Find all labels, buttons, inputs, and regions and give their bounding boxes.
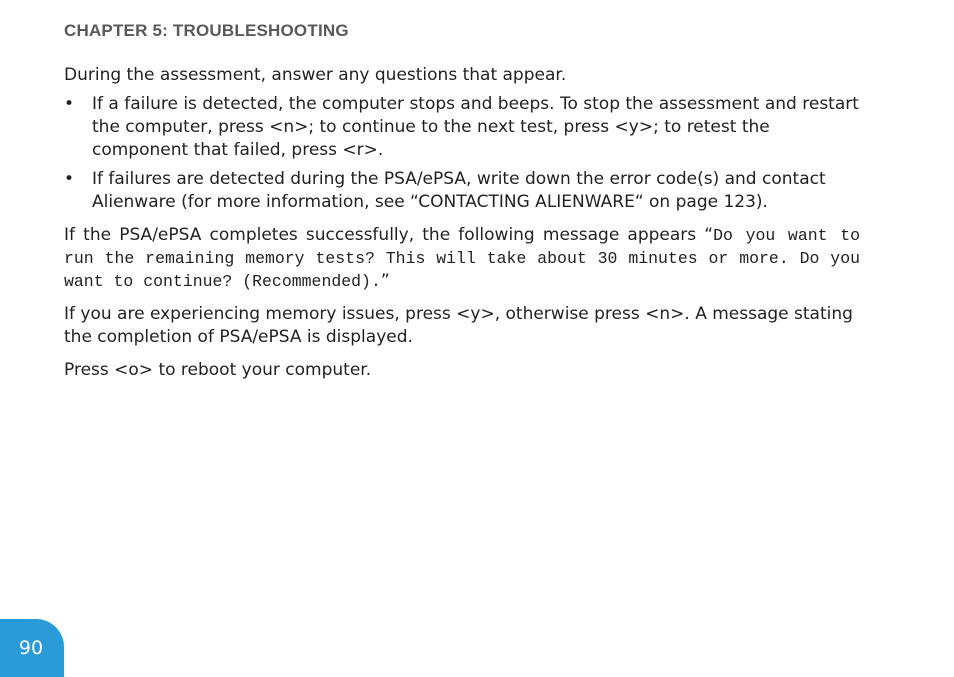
reboot-paragraph: Press <o> to reboot your computer. [64, 360, 372, 380]
list-item [64, 93, 860, 162]
memory-paragraph: If you are experiencing memory issues, press <y>, otherwise press <n>. A message stating the completion of PSA/ePSA is displayed. [64, 304, 853, 347]
message-code: Do you want to run the remaining memory tests? This will take about 30 minutes or more. Do you want to continue? (Recommended). [64, 226, 860, 291]
intro-paragraph: During the assessment, answer any questions that appear. [64, 65, 567, 85]
page-number: 90 [18, 637, 44, 659]
chapter-heading: CHAPTER 5: TROUBLESHOOTING [64, 21, 349, 40]
list-item-text: If failures are detected during the PSA/ePSA, write down the error code(s) and contact Alienware (for more information, see “CONTACTING ALIENWARE“ on page 123). [92, 169, 826, 212]
list-item-text: If a failure is detected, the computer stops and beeps. To stop the assessment and restart the computer, press <n>; to continue to the next test, press <y>; to retest the component that failed, press <r>. [92, 94, 859, 160]
message-close: ” [380, 271, 390, 291]
list-item [64, 168, 860, 214]
bullet-list [64, 93, 860, 214]
page-number-tab [0, 619, 64, 677]
page-content [64, 64, 860, 382]
success-message-paragraph [64, 224, 860, 293]
bullet-icon: • [64, 169, 75, 189]
message-lead: If the PSA/ePSA completes successfully, the following message appears “ [64, 225, 714, 245]
bullet-icon: • [64, 94, 75, 114]
